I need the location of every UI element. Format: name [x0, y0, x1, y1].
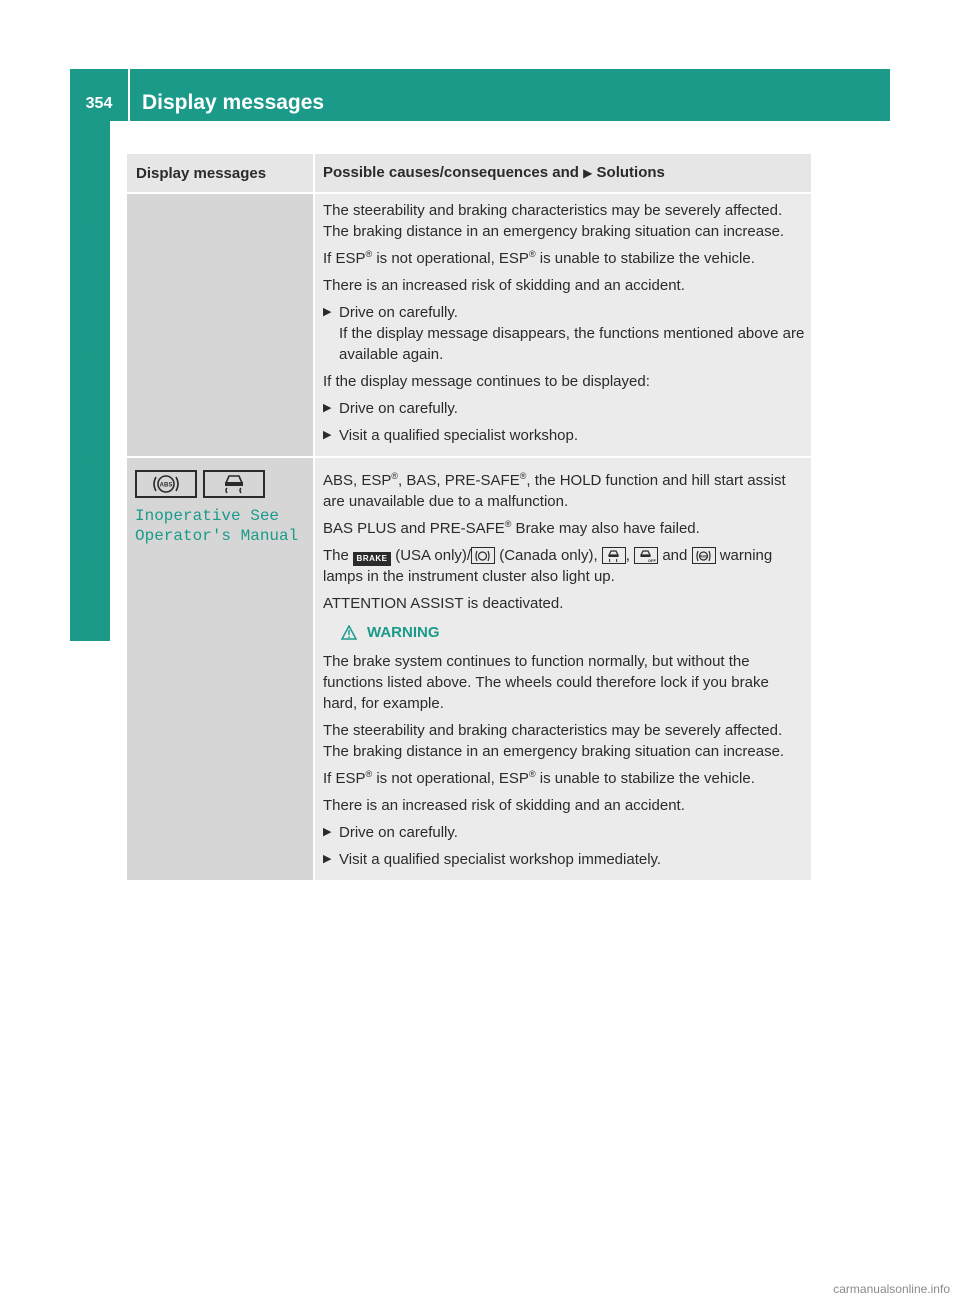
paragraph: If the display message continues to be displayed:: [323, 373, 650, 390]
bullet-item: ▶ Visit a qualified specialist workshop immediately.: [323, 851, 662, 868]
solutions-arrow-icon: ▶: [583, 166, 593, 180]
page-title: Display messages: [142, 91, 325, 114]
bullet-item: ▶ Drive on carefully.: [323, 400, 458, 417]
paragraph: If ESP® is not operational, ESP® is unable to stabilize the vehicle.: [323, 249, 755, 267]
paragraph: If ESP® is not operational, ESP® is unable to stabilize the vehicle.: [323, 769, 755, 787]
col2-header-pre: Possible causes/consequences and: [323, 164, 579, 181]
header-bar: [70, 69, 890, 121]
bullet-item: ▶ Drive on carefully.: [323, 824, 458, 841]
paragraph: BAS PLUS and PRE-SAFE® Brake may also have failed.: [323, 519, 700, 537]
message-cell: [127, 457, 314, 880]
paragraph: The BRAKE (USA only)/ (Canada only), , OFF and ABS warning lamps in the instrument cluster also light up.: [323, 547, 773, 585]
svg-text:ABS: ABS: [699, 554, 707, 559]
col2-header-post: Solutions: [596, 164, 665, 181]
solution-cell: [314, 457, 811, 880]
table-row: [127, 457, 811, 880]
footer-watermark: carmanualsonline.info: [833, 1282, 950, 1296]
side-tab-label: On-board computer and displays: [78, 225, 101, 555]
warning-icons: [135, 470, 305, 498]
col1-header: Display messages: [127, 154, 314, 193]
esp-skid-icon: [602, 547, 626, 564]
paragraph: ATTENTION ASSIST is deactivated.: [323, 595, 564, 612]
paragraph: The steerability and braking characteristics may be severely affected. The braking distance in an emergency braking situation can increase.: [323, 722, 785, 760]
warning-heading: WARNING: [341, 622, 805, 643]
bullet-item: ▶ Visit a qualified specialist workshop.: [323, 427, 579, 444]
header-divider: [128, 69, 130, 121]
table-header-row: [127, 154, 811, 193]
solution-cell: [314, 193, 811, 457]
bullet-arrow-icon: ▶: [323, 826, 332, 838]
paragraph: There is an increased risk of skidding and an accident.: [323, 797, 685, 814]
esp-skid-icon: [203, 470, 265, 498]
bullet-arrow-icon: ▶: [323, 306, 332, 318]
svg-text:OFF: OFF: [648, 558, 657, 563]
paragraph: The steerability and braking characteristics may be severely affected. The braking distance in an emergency braking situation can increase.: [323, 202, 785, 240]
bullet-arrow-icon: ▶: [323, 429, 332, 441]
col2-header: [314, 154, 811, 193]
brake-icon: BRAKE: [353, 552, 391, 566]
abs-icon: [692, 547, 716, 564]
display-message-text: Inoperative See Operator's Manual: [135, 507, 299, 545]
brake-warning-icon: [471, 547, 495, 564]
svg-text:ABS: ABS: [159, 482, 173, 489]
bullet-arrow-icon: ▶: [323, 853, 332, 865]
bullet-item: ▶ Drive on carefully. If the display message disappears, the functions mentioned above are available again.: [323, 304, 805, 363]
page-number: 354: [85, 95, 113, 112]
abs-icon: [135, 470, 197, 498]
display-messages-table: [127, 154, 811, 880]
paragraph: ABS, ESP®, BAS, PRE-SAFE®, the HOLD function and hill start assist are unavailable due to a malfunction.: [323, 471, 786, 510]
bullet-arrow-icon: ▶: [323, 402, 332, 414]
paragraph: There is an increased risk of skidding and an accident.: [323, 277, 685, 294]
warning-triangle-icon: [341, 625, 357, 640]
table-row: [127, 193, 811, 457]
paragraph: The brake system continues to function normally, but without the functions listed above. The wheels could therefore lock if you brake hard, for example.: [323, 653, 769, 712]
esp-off-icon: [634, 547, 658, 564]
message-cell-empty: [127, 193, 314, 457]
